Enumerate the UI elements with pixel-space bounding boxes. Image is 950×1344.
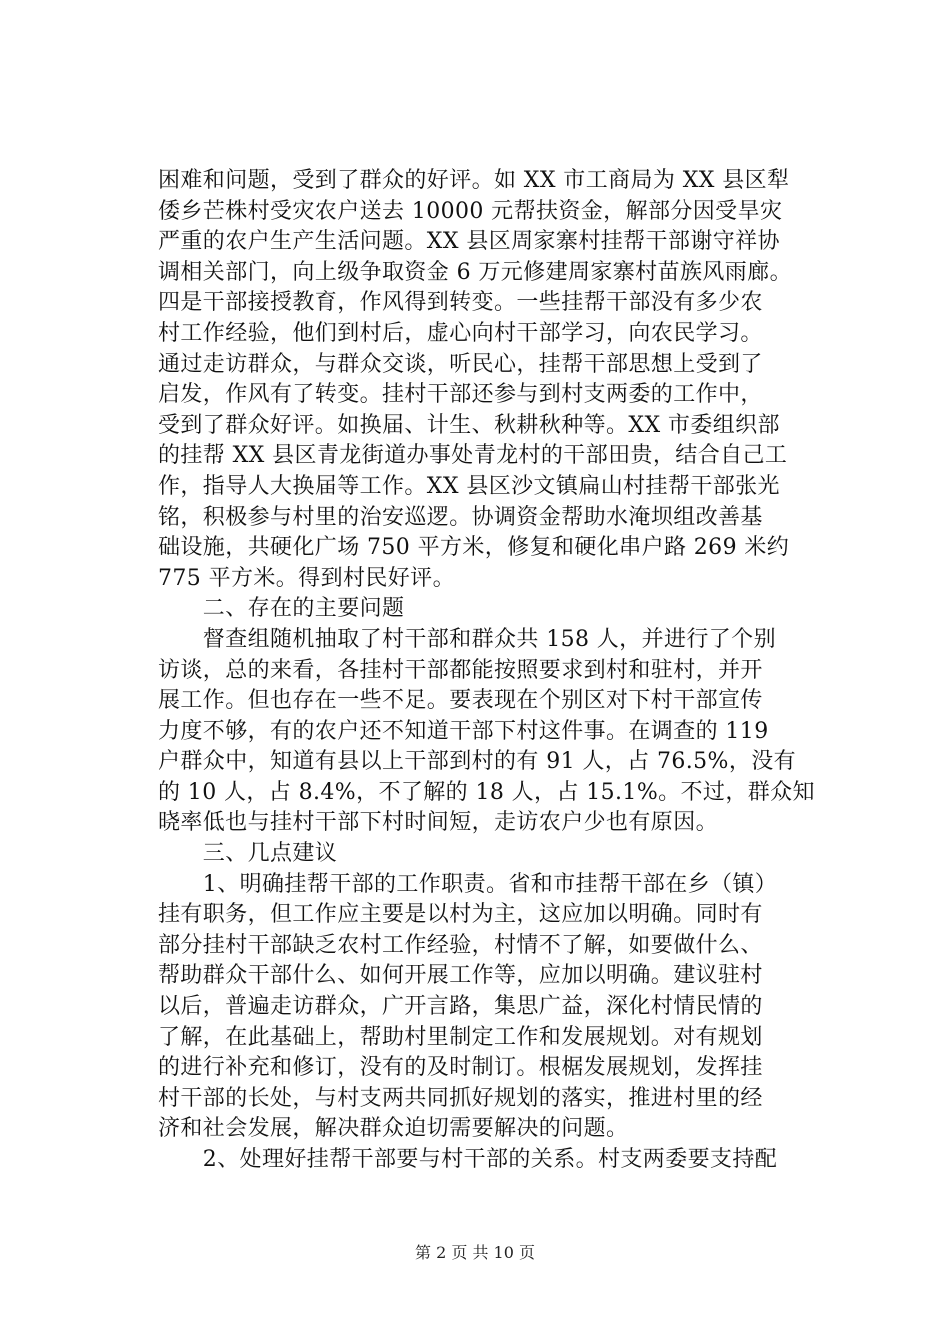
body-line: 倭乡芒株村受灾农户送去 10000 元帮扶资金，解部分因受旱灾 — [158, 198, 783, 224]
body-line: 访谈，总的来看，各挂村干部都能按照要求到村和驻村，并开 — [158, 657, 763, 683]
body-line: 了解，在此基础上，帮助村里制定工作和发展规划。对有规划 — [158, 1024, 763, 1050]
body-line: 的进行补充和修订，没有的及时制订。根椐发展规划，发挥挂 — [158, 1055, 763, 1081]
body-line: 启发，作风有了转变。挂村干部还参与到村支两委的工作中， — [158, 382, 763, 408]
body-line: 户群众中，知道有县以上干部到村的有 91 人，占 76.5%，没有 — [158, 749, 797, 775]
body-line: 困难和问题，受到了群众的好评。如 XX 市工商局为 XX 县区犁 — [158, 168, 790, 193]
body-line: 2、处理好挂帮干部要与村干部的关系。村支两委要支持配 — [158, 1147, 778, 1172]
body-line: 受到了群众好评。如换届、计生、秋耕秋种等。XX 市委组织部 — [158, 412, 780, 438]
section-heading: 二、存在的主要问题 — [158, 596, 405, 622]
body-line: 督查组随机抽取了村干部和群众共 158 人，并进行了个别 — [158, 626, 776, 652]
body-line: 1、明确挂帮干部的工作职责。省和市挂帮干部在乡（镇） — [158, 871, 778, 897]
body-line: 的挂帮 XX 县区青龙街道办事处青龙村的干部田贵，结合自己工 — [158, 443, 788, 469]
body-line: 作，指导人大换届等工作。XX 县区沙文镇扁山村挂帮干部张光 — [158, 473, 780, 499]
body-line: 础设施，共硬化广场 750 平方米，修复和硬化串户路 269 米约 — [158, 535, 790, 561]
body-line: 晓率低也与挂村干部下村时间短，走访农户少也有原因。 — [158, 810, 719, 836]
body-line: 展工作。但也存在一些不足。要表现在个别区对下村干部宣传 — [158, 688, 763, 714]
body-line: 的 10 人，占 8.4%，不了解的 18 人，占 15.1%。不过，群众知 — [158, 779, 815, 805]
body-line: 力度不够，有的农户还不知道干部下村这件事。在调查的 119 — [158, 718, 769, 744]
body-line: 济和社会发展，解决群众迫切需要解决的问题。 — [158, 1116, 629, 1142]
body-line: 铭，积极参与村里的治安巡逻。协调资金帮助水淹坝组改善基 — [158, 504, 763, 530]
body-line: 调相关部门，向上级争取资金 6 万元修建周家寨村苗族风雨廊。 — [158, 259, 792, 285]
body-line: 挂有职务，但工作应主要是以村为主，这应加以明确。同时有 — [158, 902, 763, 928]
body-line: 四是干部接授教育，作风得到转变。一些挂帮干部没有多少农 — [158, 290, 763, 316]
body-line: 村工作经验，他们到村后，虚心向村干部学习，向农民学习。 — [158, 320, 763, 346]
body-line: 村干部的长处，与村支两共同抓好规划的落实，推进村里的经 — [158, 1085, 763, 1111]
body-line: 帮助群众干部什么、如何开展工作等，应加以明确。建议驻村 — [158, 963, 763, 989]
body-line: 通过走访群众，与群众交谈，听民心，挂帮干部思想上受到了 — [158, 351, 763, 377]
body-line: 775 平方米。得到村民好评。 — [158, 565, 455, 591]
body-line: 严重的农户生产生活问题。XX 县区周家寨村挂帮干部谢守祥协 — [158, 229, 780, 255]
page-number-footer: 第 2 页 共 10 页 — [415, 1243, 535, 1262]
section-heading: 三、几点建议 — [158, 841, 338, 867]
body-line: 以后，普遍走访群众，广开言路，集思广益，深化村情民情的 — [158, 994, 763, 1020]
body-line: 部分挂村干部缺乏农村工作经验，村情不了解，如要做什么、 — [158, 932, 763, 958]
document-body — [158, 166, 848, 1176]
